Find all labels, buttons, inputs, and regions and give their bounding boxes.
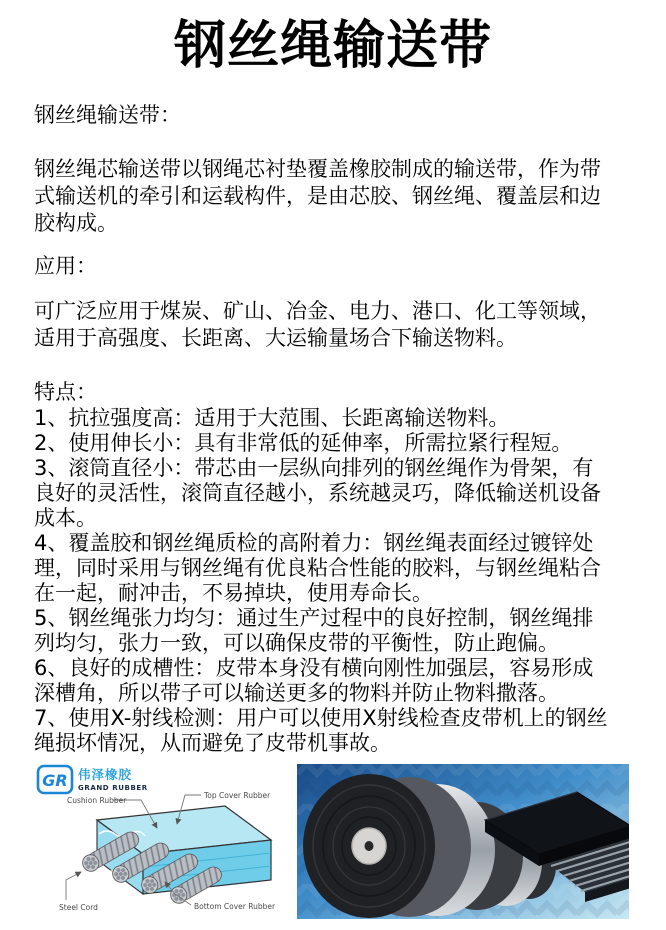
page-title: 钢丝绳输送带 (173, 16, 492, 76)
photo-svg (297, 764, 629, 919)
feature-item-3: 3、滚筒直径小：带芯由一层纵向排列的钢丝绳作为骨架，有良好的灵活性，滚筒直径越小，系统越灵巧，降低输送机设备成本。 (34, 456, 601, 530)
features-label: 特点： (34, 380, 97, 404)
intro-paragraph: 钢丝绳芯输送带以钢绳芯衬垫覆盖橡胶制成的输送带，作为带式输送机的牵引和运载构件，是由芯胶、钢丝绳、覆盖层和边胶构成。 (34, 157, 601, 235)
belt-rolls-photo (297, 764, 629, 919)
gr-monogram-icon: GR (42, 771, 68, 790)
bottom-cover-rubber-label: Bottom Cover Rubber (194, 902, 276, 911)
cushion-rubber-label: Cushion Rubber (67, 796, 127, 805)
grand-rubber-logo (38, 766, 148, 793)
feature-item-2: 2、使用伸长小：具有非常低的延伸率，所需拉紧行程短。 (34, 431, 573, 455)
application-label: 应用： (34, 254, 97, 278)
feature-item-1: 1、抗拉强度高：适用于大范围、长距离输送物料。 (34, 406, 510, 430)
belt-cross-section-diagram (33, 762, 295, 920)
feature-item-4: 4、覆盖胶和钢丝绳质检的高附着力：钢丝绳表面经过镀锌处理，同时采用与钢丝绳有优良粘合性能的胶料，与钢丝绳粘合在一起，耐冲击，不易掉块，使用寿命长。 (34, 531, 601, 605)
application-paragraph: 可广泛应用于煤炭、矿山、冶金、电力、港口、化工等领域，适用于高强度、长距离、大运输量场合下输送物料。 (34, 299, 601, 350)
logo-chinese-name: 伟泽橡胶 (78, 767, 133, 782)
logo-english-name: GRAND RUBBER (78, 784, 148, 792)
feature-item-5: 5、钢丝绳张力均匀：通过生产过程中的良好控制，钢丝绳排列均匀，张力一致，可以确保皮带的平衡性，防止跑偏。 (34, 606, 594, 655)
steel-cord-label: Steel Cord (59, 903, 98, 912)
bottom-images-row (0, 762, 666, 920)
body-text (0, 102, 666, 756)
features-list (34, 406, 614, 756)
feature-item-6: 6、良好的成槽性：皮带本身没有横向刚性加强层，容易形成深槽角，所以带子可以输送更多的物料并防止物料撒落。 (34, 656, 594, 705)
diagram-svg (33, 762, 295, 920)
top-cover-rubber-label: Top Cover Rubber (204, 791, 271, 800)
belt-roll-face (303, 774, 435, 918)
intro-label: 钢丝绳输送带： (34, 103, 181, 127)
feature-item-7: 7、使用X-射线检测：用户可以使用X射线检查皮带机上的钢丝绳损坏情况，从而避免了皮带机事故。 (34, 706, 608, 755)
